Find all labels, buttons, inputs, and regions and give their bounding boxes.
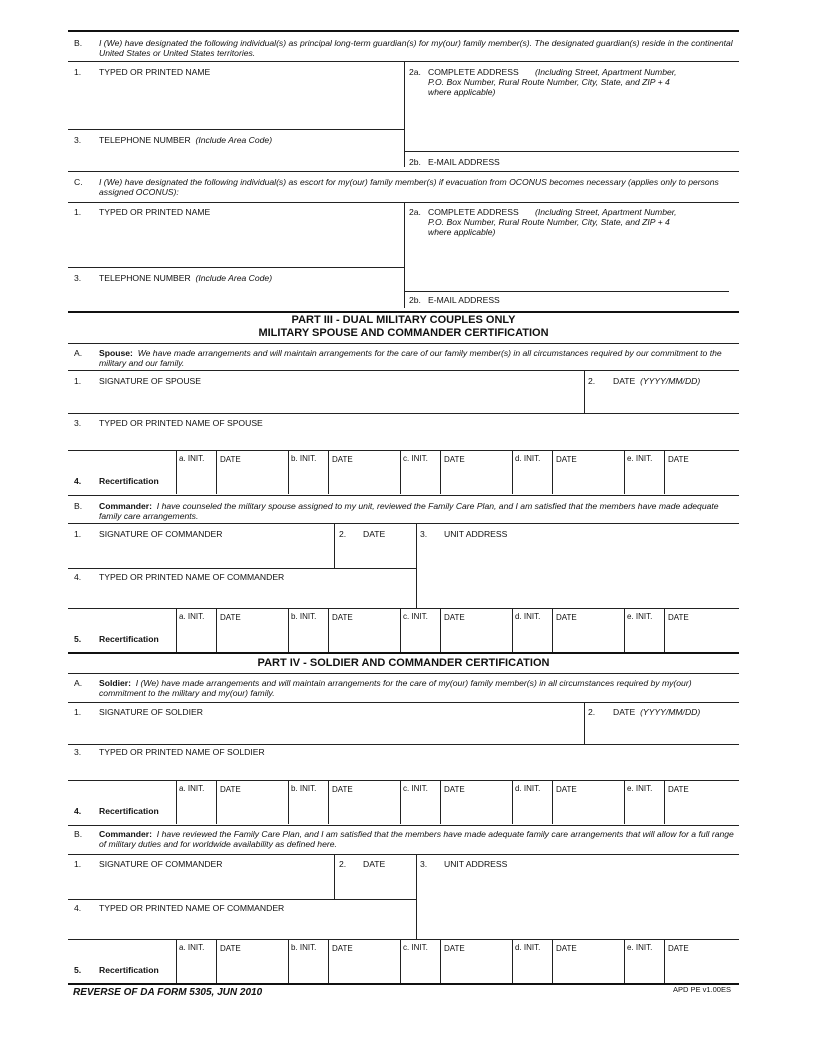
recert-init-1[interactable]: a. INIT.	[179, 784, 205, 793]
recert-init-4[interactable]: d. INIT.	[515, 943, 541, 952]
recert-divider	[328, 450, 329, 494]
recert-divider	[552, 939, 553, 983]
form-version: APD PE v1.00ES	[673, 985, 731, 994]
p3-commander-text	[99, 501, 739, 521]
soldier-text	[99, 678, 739, 698]
recert-divider	[328, 608, 329, 652]
p4-cmd-date-num: 2.	[339, 859, 347, 869]
soldier-letter: A.	[74, 678, 83, 688]
soldier-name-num: 3.	[74, 747, 82, 757]
rule	[68, 523, 739, 524]
top-rule	[68, 30, 739, 32]
rule	[68, 450, 739, 451]
rule	[404, 151, 739, 152]
p3-commander-name-field[interactable]: TYPED OR PRINTED NAME OF COMMANDER	[99, 572, 285, 582]
recert-label: Recertification	[99, 806, 159, 816]
recert-divider	[176, 780, 177, 824]
rule	[68, 171, 739, 172]
recert-divider	[400, 450, 401, 494]
recert-date-3[interactable]: DATE	[444, 613, 465, 622]
recert-num: 5.	[74, 634, 82, 644]
p3-commander-date-field[interactable]: DATE	[363, 529, 386, 539]
recert-init-3[interactable]: c. INIT.	[403, 454, 428, 463]
spouse-letter: A.	[74, 348, 83, 358]
part3-title-1: PART III - DUAL MILITARY COUPLES ONLY	[291, 314, 516, 326]
divider	[334, 523, 335, 568]
recert-divider	[216, 450, 217, 494]
recert-date-2[interactable]: DATE	[332, 455, 353, 464]
section-c-letter: C.	[74, 177, 83, 187]
spouse-name-num: 3.	[74, 418, 82, 428]
recert-divider	[664, 450, 665, 494]
recert-date-5[interactable]: DATE	[668, 785, 689, 794]
guardian-address-note2: P.O. Box Number, Rural Route Number, City, State, and ZIP + 4	[428, 77, 670, 87]
recert-date-4[interactable]: DATE	[556, 785, 577, 794]
recert-date-3[interactable]: DATE	[444, 785, 465, 794]
recert-date-5[interactable]: DATE	[668, 455, 689, 464]
recert-init-4[interactable]: d. INIT.	[515, 612, 541, 621]
p4-commander-letter: B.	[74, 829, 83, 839]
guardian-name-num: 1.	[74, 67, 82, 77]
spouse-date-field[interactable]	[613, 376, 700, 386]
rule	[68, 744, 739, 745]
recert-init-5[interactable]: e. INIT.	[627, 612, 653, 621]
p3-cmd-unit-num: 3.	[420, 529, 428, 539]
p3-cmd-name-num: 4.	[74, 572, 82, 582]
recert-divider	[624, 780, 625, 824]
escort-name-label[interactable]: TYPED OR PRINTED NAME	[99, 207, 211, 217]
rule	[404, 291, 729, 292]
recert-divider	[440, 939, 441, 983]
p4-cmd-name-num: 4.	[74, 903, 82, 913]
form-name: REVERSE OF DA FORM 5305, JUN 2010	[73, 987, 263, 998]
recert-divider	[400, 608, 401, 652]
p4-commander-date-field[interactable]: DATE	[363, 859, 386, 869]
recert-divider	[512, 939, 513, 983]
spouse-signature-field[interactable]: SIGNATURE OF SPOUSE	[99, 376, 202, 386]
format: (YYYY/MM/DD)	[640, 376, 701, 386]
label: TELEPHONE NUMBER	[99, 135, 191, 145]
recert-date-3[interactable]: DATE	[444, 455, 465, 464]
label: DATE	[613, 707, 636, 717]
spouse-sig-num: 1.	[74, 376, 82, 386]
section-b-letter: B.	[74, 38, 83, 48]
section-b-text: I (We) have designated the following individual(s) as principal long-term guardian(s) for my(our) family member(s). The designated guardian(s) reside in the continental United States or United States territories.	[99, 38, 733, 58]
note: (Include Area Code)	[195, 273, 273, 283]
escort-address-note3: where applicable)	[428, 227, 496, 237]
rule	[68, 129, 404, 130]
spouse-text	[99, 348, 739, 368]
divider	[416, 854, 417, 939]
recert-divider	[328, 939, 329, 983]
divider	[584, 370, 585, 413]
recert-init-4[interactable]: d. INIT.	[515, 454, 541, 463]
label: DATE	[613, 376, 636, 386]
escort-address-num: 2a.	[409, 207, 421, 217]
soldier-name-field[interactable]: TYPED OR PRINTED NAME OF SOLDIER	[99, 747, 265, 757]
recert-divider	[552, 608, 553, 652]
guardian-phone-label[interactable]	[99, 135, 272, 145]
rule	[68, 652, 739, 654]
escort-name-num: 1.	[74, 207, 82, 217]
p4-cmd-unit-num: 3.	[420, 859, 428, 869]
escort-address-label[interactable]: COMPLETE ADDRESS	[428, 207, 519, 217]
guardian-email-label[interactable]: E-MAIL ADDRESS	[428, 157, 500, 167]
body: I have counseled the military spouse assigned to my unit, reviewed the Family Care Plan, and I am satisfied that the members have made adequate family care arrangements.	[99, 501, 719, 521]
body: I have reviewed the Family Care Plan, and I am satisfied that the members have made adequate family care arrangements that will allow for a full range of military duties and for worldwide availability as defined here.	[99, 829, 734, 849]
recert-divider	[440, 780, 441, 824]
recert-num: 4.	[74, 806, 82, 816]
rule	[68, 899, 416, 900]
guardian-address-label[interactable]: COMPLETE ADDRESS	[428, 67, 519, 77]
recert-init-4[interactable]: d. INIT.	[515, 784, 541, 793]
soldier-sig-num: 1.	[74, 707, 82, 717]
recert-date-3[interactable]: DATE	[444, 944, 465, 953]
p4-commander-text	[99, 829, 739, 849]
recert-date-2[interactable]: DATE	[332, 785, 353, 794]
recert-init-3[interactable]: c. INIT.	[403, 943, 428, 952]
escort-address-note2: P.O. Box Number, Rural Route Number, City, State, and ZIP + 4	[428, 217, 670, 227]
recert-init-5[interactable]: e. INIT.	[627, 943, 653, 952]
note: (Include Area Code)	[195, 135, 273, 145]
recert-date-1[interactable]: DATE	[220, 944, 241, 953]
recert-init-2[interactable]: b. INIT.	[291, 612, 317, 621]
rule	[68, 495, 739, 496]
recert-init-5[interactable]: e. INIT.	[627, 784, 653, 793]
recert-num: 5.	[74, 965, 82, 975]
recert-date-5[interactable]: DATE	[668, 613, 689, 622]
recert-divider	[552, 450, 553, 494]
p3-commander-signature-field[interactable]: SIGNATURE OF COMMANDER	[99, 529, 223, 539]
escort-phone-label[interactable]	[99, 273, 272, 283]
recert-label: Recertification	[99, 634, 159, 644]
part4-title: PART IV - SOLDIER AND COMMANDER CERTIFICATION	[257, 657, 550, 669]
recert-divider	[664, 780, 665, 824]
recert-date-1[interactable]: DATE	[220, 455, 241, 464]
recert-label: Recertification	[99, 476, 159, 486]
rule	[68, 608, 739, 609]
recert-divider	[512, 780, 513, 824]
recert-divider	[176, 608, 177, 652]
soldier-signature-field[interactable]: SIGNATURE OF SOLDIER	[99, 707, 203, 717]
p4-commander-unit-address-field[interactable]: UNIT ADDRESS	[444, 859, 508, 869]
rule	[68, 673, 739, 674]
rule	[68, 854, 739, 855]
recert-divider	[512, 608, 513, 652]
recert-init-2[interactable]: b. INIT.	[291, 943, 317, 952]
lead: Spouse:	[99, 348, 133, 358]
divider	[334, 854, 335, 899]
recert-init-2[interactable]: b. INIT.	[291, 784, 317, 793]
recert-init-1[interactable]: a. INIT.	[179, 454, 205, 463]
rule	[68, 413, 739, 414]
recert-date-5[interactable]: DATE	[668, 944, 689, 953]
bottom-rule	[68, 983, 739, 985]
rule	[68, 939, 739, 940]
lead: Commander:	[99, 829, 153, 839]
recert-divider	[624, 939, 625, 983]
recert-divider	[440, 608, 441, 652]
recert-divider	[512, 450, 513, 494]
recert-init-3[interactable]: c. INIT.	[403, 612, 428, 621]
recert-init-3[interactable]: c. INIT.	[403, 784, 428, 793]
p3-cmd-sig-num: 1.	[74, 529, 82, 539]
recert-date-1[interactable]: DATE	[220, 785, 241, 794]
recert-divider	[176, 939, 177, 983]
p3-cmd-date-num: 2.	[339, 529, 347, 539]
divider	[416, 523, 417, 608]
recert-divider	[288, 608, 289, 652]
spouse-date-num: 2.	[588, 376, 596, 386]
recert-date-1[interactable]: DATE	[220, 613, 241, 622]
body: We have made arrangements and will maintain arrangements for the care of our family member(s) in all circumstances required by our commitment to the military and our family.	[99, 348, 722, 368]
lead: Soldier:	[99, 678, 131, 688]
p3-commander-letter: B.	[74, 501, 83, 511]
guardian-phone-num: 3.	[74, 135, 82, 145]
escort-email-label[interactable]: E-MAIL ADDRESS	[428, 295, 500, 305]
soldier-date-field[interactable]	[613, 707, 700, 717]
escort-email-num: 2b.	[409, 295, 421, 305]
guardian-email-num: 2b.	[409, 157, 421, 167]
recert-divider	[216, 939, 217, 983]
recert-init-5[interactable]: e. INIT.	[627, 454, 653, 463]
guardian-address-num: 2a.	[409, 67, 421, 77]
recert-divider	[664, 939, 665, 983]
part3-title-2: MILITARY SPOUSE AND COMMANDER CERTIFICATION	[258, 327, 549, 339]
recert-num: 4.	[74, 476, 82, 486]
recert-divider	[552, 780, 553, 824]
rule	[68, 825, 739, 826]
guardian-address-note: (Including Street, Apartment Number,	[535, 67, 677, 77]
recert-divider	[328, 780, 329, 824]
recert-date-4[interactable]: DATE	[556, 944, 577, 953]
recert-date-4[interactable]: DATE	[556, 613, 577, 622]
p4-commander-name-field[interactable]: TYPED OR PRINTED NAME OF COMMANDER	[99, 903, 285, 913]
recert-date-2[interactable]: DATE	[332, 613, 353, 622]
lead: Commander:	[99, 501, 153, 511]
recert-divider	[400, 939, 401, 983]
divider	[404, 202, 405, 308]
recert-divider	[288, 450, 289, 494]
section-c-text: I (We) have designated the following individual(s) as escort for my(our) family member(s) if evacuation from OCONUS becomes necessary (applies only to persons assigned OCONUS):	[99, 177, 719, 197]
recert-date-2[interactable]: DATE	[332, 944, 353, 953]
recert-init-1[interactable]: a. INIT.	[179, 943, 205, 952]
escort-address-note: (Including Street, Apartment Number,	[535, 207, 677, 217]
recert-divider	[440, 450, 441, 494]
recert-divider	[288, 939, 289, 983]
rule	[68, 343, 739, 344]
rule	[68, 311, 739, 313]
rule	[68, 568, 416, 569]
rule	[68, 267, 404, 268]
recert-divider	[216, 780, 217, 824]
rule	[68, 702, 739, 703]
escort-phone-num: 3.	[74, 273, 82, 283]
format: (YYYY/MM/DD)	[640, 707, 701, 717]
recert-divider	[664, 608, 665, 652]
guardian-address-note3: where applicable)	[428, 87, 496, 97]
spouse-name-field[interactable]: TYPED OR PRINTED NAME OF SPOUSE	[99, 418, 263, 428]
rule	[68, 780, 739, 781]
body: I (We) have made arrangements and will maintain arrangements for the care of my(our) family member(s) in all circumstances required by my(our) commitment to the military and my(our) family.	[99, 678, 692, 698]
guardian-name-label[interactable]: TYPED OR PRINTED NAME	[99, 67, 211, 77]
recert-date-4[interactable]: DATE	[556, 455, 577, 464]
rule	[68, 370, 739, 371]
soldier-date-num: 2.	[588, 707, 596, 717]
recert-init-1[interactable]: a. INIT.	[179, 612, 205, 621]
p3-commander-unit-address-field[interactable]: UNIT ADDRESS	[444, 529, 508, 539]
recert-divider	[624, 450, 625, 494]
divider	[584, 702, 585, 744]
p4-cmd-sig-num: 1.	[74, 859, 82, 869]
recert-divider	[624, 608, 625, 652]
label: TELEPHONE NUMBER	[99, 273, 191, 283]
recert-init-2[interactable]: b. INIT.	[291, 454, 317, 463]
recert-divider	[400, 780, 401, 824]
recert-divider	[216, 608, 217, 652]
recert-label: Recertification	[99, 965, 159, 975]
p4-commander-signature-field[interactable]: SIGNATURE OF COMMANDER	[99, 859, 223, 869]
recert-divider	[176, 450, 177, 494]
recert-divider	[288, 780, 289, 824]
